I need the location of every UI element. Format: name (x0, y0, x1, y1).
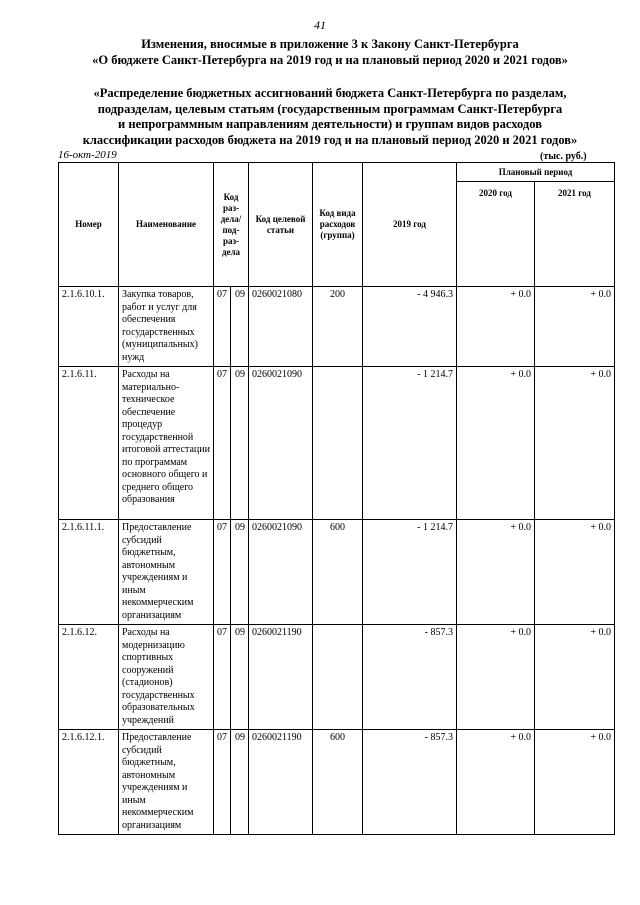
subheading-line-1: «Распределение бюджетных ассигнований бюджета Санкт-Петербурга по разделам, (93, 86, 567, 100)
row-name: Предоставление субсидий бюджетным, автономным учреждениям и иным некоммерческим организациям (119, 520, 214, 625)
row-subsection: 09 (231, 367, 249, 520)
row-section: 07 (214, 520, 231, 625)
row-name: Расходы на модернизацию спортивных сооружений (стадионов) государственных образовательных учреждений (119, 625, 214, 730)
table-row (59, 520, 615, 625)
row-section: 07 (214, 730, 231, 835)
row-value-2021: + 0.0 (535, 367, 615, 520)
row-subsection: 09 (231, 625, 249, 730)
unit-label: (тыс. руб.) (540, 151, 587, 162)
row-section: 07 (214, 287, 231, 367)
subheading-line-2: подразделам, целевым статьям (государственным программам Санкт-Петербурга (97, 101, 563, 116)
row-target: 0260021190 (249, 730, 313, 835)
row-number: 2.1.6.12. (59, 625, 119, 730)
row-number: 2.1.6.11.1. (59, 520, 119, 625)
row-number: 2.1.6.12.1. (59, 730, 119, 835)
row-expense-type: 600 (313, 730, 363, 835)
header-section-code: Код раз-дела/ под-раз-дела (214, 163, 249, 287)
row-name: Расходы на материально-техническое обеспечение процедур государственной итоговой аттестации по программам основного общего и среднего общего образования (119, 367, 214, 520)
page-number: 41 (314, 18, 326, 32)
header-expense-type-code: Код вида расходов (группа) (313, 163, 363, 287)
subheading-line-3: и непрограммным направлениям деятельности) и группам видов расходов (118, 117, 542, 131)
row-subsection: 09 (231, 287, 249, 367)
row-value-2020: + 0.0 (457, 520, 535, 625)
header-number: Номер (59, 163, 119, 287)
row-value-2019: - 4 946.3 (363, 287, 457, 367)
row-value-2020: + 0.0 (457, 287, 535, 367)
document-heading (40, 36, 620, 68)
heading-line-1: Изменения, вносимые в приложение 3 к Закону Санкт-Петербурга (141, 37, 519, 51)
row-value-2019: - 1 214.7 (363, 367, 457, 520)
document-subheading (40, 86, 620, 148)
subheading-line-4: классификации расходов бюджета на 2019 год и на плановый период 2020 и 2021 годов» (82, 132, 578, 147)
row-value-2019: - 857.3 (363, 625, 457, 730)
row-number: 2.1.6.11. (59, 367, 119, 520)
row-value-2021: + 0.0 (535, 520, 615, 625)
heading-line-2: «О бюджете Санкт-Петербурга на 2019 год и на плановый период 2020 и 2021 годов» (92, 53, 568, 67)
row-subsection: 09 (231, 520, 249, 625)
header-year-2019: 2019 год (363, 163, 457, 287)
row-value-2020: + 0.0 (457, 625, 535, 730)
table-row (59, 367, 615, 520)
row-name: Закупка товаров, работ и услуг для обеспечения государственных (муниципальных) нужд (119, 287, 214, 367)
row-target: 0260021190 (249, 625, 313, 730)
row-target: 0260021090 (249, 367, 313, 520)
row-section: 07 (214, 625, 231, 730)
table-row (59, 625, 615, 730)
header-year-2021: 2021 год (535, 182, 615, 287)
row-value-2019: - 1 214.7 (363, 520, 457, 625)
row-value-2021: + 0.0 (535, 730, 615, 835)
row-value-2021: + 0.0 (535, 287, 615, 367)
row-target: 0260021080 (249, 287, 313, 367)
row-number: 2.1.6.10.1. (59, 287, 119, 367)
row-section: 07 (214, 367, 231, 520)
table-header-row-1 (59, 163, 615, 182)
row-target: 0260021090 (249, 520, 313, 625)
header-target-code: Код целевой статьи (249, 163, 313, 287)
table-row (59, 730, 615, 835)
header-name: Наименование (119, 163, 214, 287)
row-expense-type: 200 (313, 287, 363, 367)
row-expense-type (313, 367, 363, 520)
row-expense-type: 600 (313, 520, 363, 625)
document-date: 16-окт-2019 (58, 149, 117, 161)
row-value-2019: - 857.3 (363, 730, 457, 835)
header-year-2020: 2020 год (457, 182, 535, 287)
budget-table (58, 162, 615, 835)
row-subsection: 09 (231, 730, 249, 835)
header-planned-period: Плановый период (457, 163, 615, 182)
row-name: Предоставление субсидий бюджетным, автономным учреждениям и иным некоммерческим организациям (119, 730, 214, 835)
row-expense-type (313, 625, 363, 730)
table-row (59, 287, 615, 367)
row-value-2021: + 0.0 (535, 625, 615, 730)
row-value-2020: + 0.0 (457, 730, 535, 835)
row-value-2020: + 0.0 (457, 367, 535, 520)
